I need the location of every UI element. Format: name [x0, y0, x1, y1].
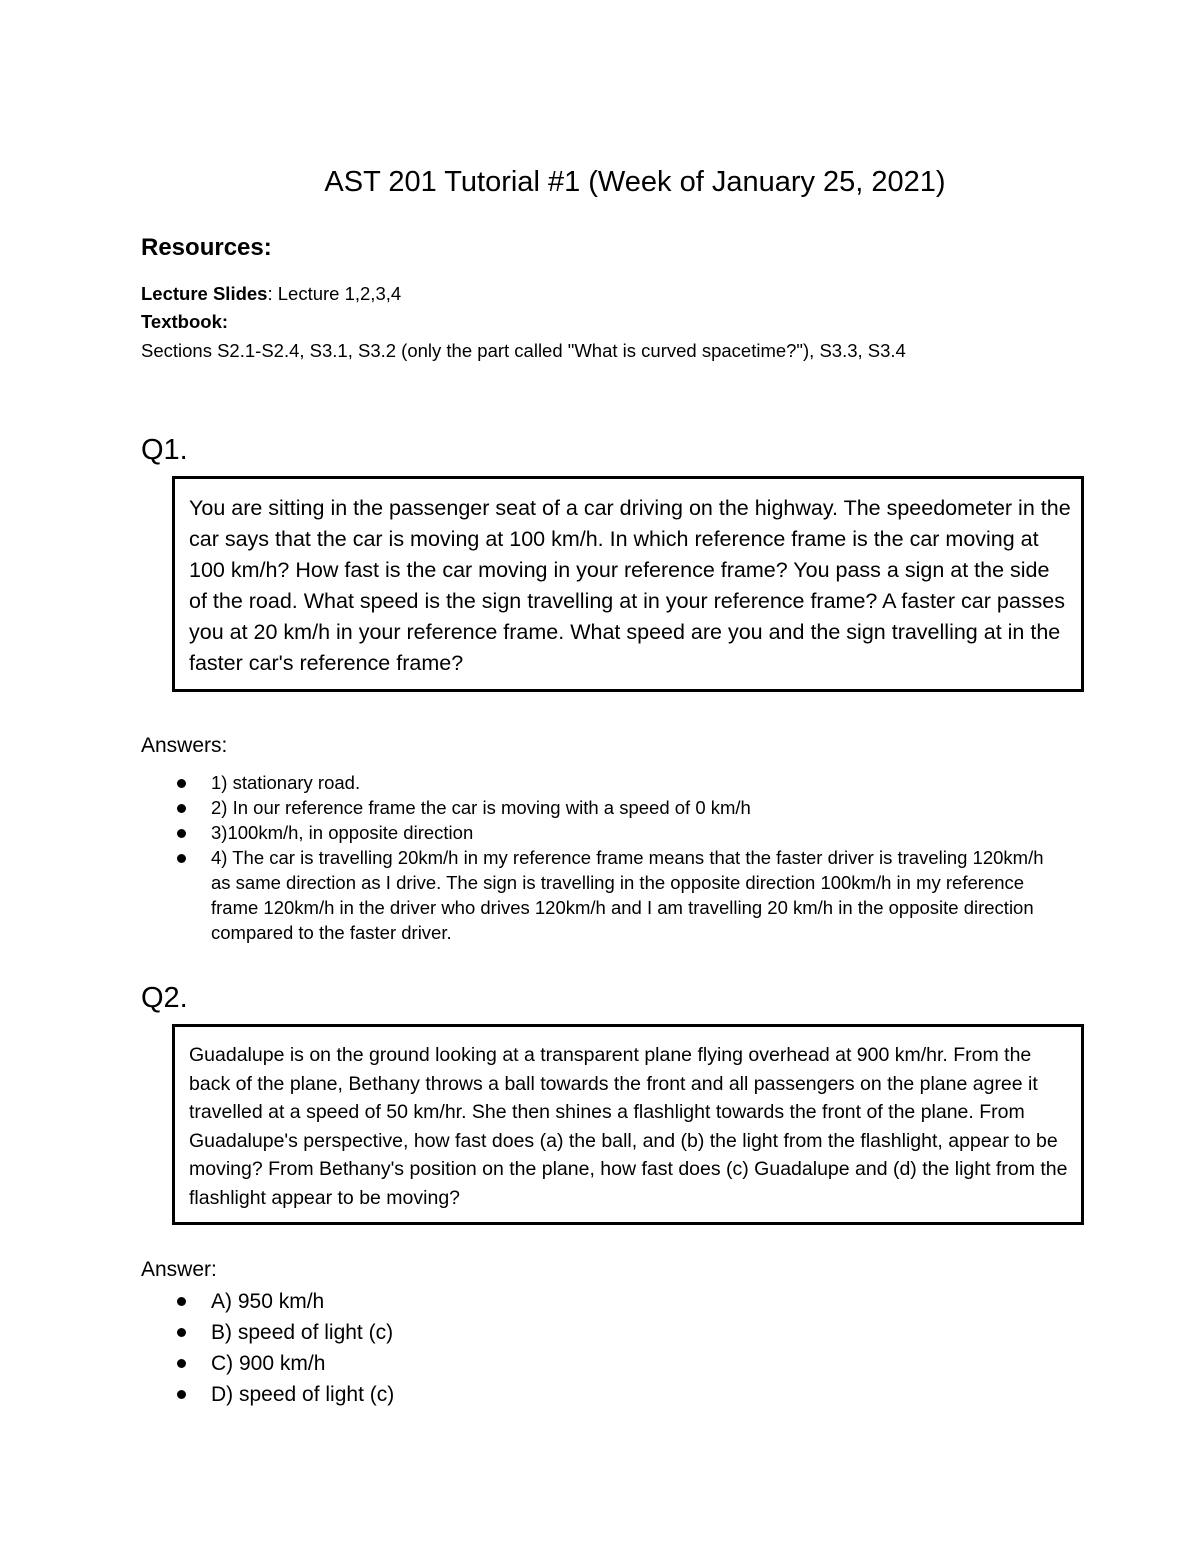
textbook-line [141, 310, 228, 334]
list-item [0, 795, 1061, 820]
answer-text: 2) In our reference frame the car is moving with a speed of 0 km/h [211, 797, 751, 818]
list-item [0, 845, 1061, 945]
list-item [0, 770, 1061, 795]
bullet-icon [177, 804, 186, 813]
bullet-icon [177, 829, 186, 838]
answer-text: D) speed of light (c) [211, 1383, 395, 1406]
q1-question-text: You are sitting in the passenger seat of a car driving on the highway. The speedometer in the car says that the car is moving at 100 km/h. In which reference frame is the car moving at 100 km/h? How fast is the car moving in your reference frame? You pass a sign at the side of the road. What speed is the sign travelling at in your reference frame? A faster car passes you at 20 km/h in your reference frame. What speed are you and the sign travelling at in the faster car's reference frame? [189, 496, 1071, 675]
q1-question-box [172, 476, 1084, 692]
q1-heading: Q1. [141, 434, 188, 466]
lecture-slides-value: : Lecture 1,2,3,4 [267, 283, 402, 304]
list-item [0, 1348, 611, 1379]
bullet-icon [177, 854, 186, 863]
answer-text: 3)100km/h, in opposite direction [211, 822, 474, 843]
textbook-sections: Sections S2.1-S2.4, S3.1, S3.2 (only the part called "What is curved spacetime?"), S3.3, S3.4 [141, 340, 906, 361]
answer-text: A) 950 km/h [211, 1290, 325, 1313]
list-item [0, 1286, 611, 1317]
q2-question-text: Guadalupe is on the ground looking at a transparent plane flying overhead at 900 km/hr. From the back of the plane, Bethany throws a ball towards the front and all passengers on the plane agree it travelled at a speed of 50 km/hr. She then shines a flashlight towards the front of the plane. From Guadalupe's perspective, how fast does (a) the ball, and (b) the light from the flashlight, appear to be moving? From Bethany's position on the plane, how fast does (c) Guadalupe and (d) the light from the flashlight appear to be moving? [189, 1044, 1068, 1209]
lecture-slides-line [141, 282, 401, 306]
answer-text: B) speed of light (c) [211, 1321, 394, 1344]
resources-heading: Resources: [141, 234, 272, 261]
q2-heading: Q2. [141, 982, 188, 1014]
bullet-icon [177, 1390, 186, 1399]
q2-question-box [172, 1024, 1084, 1225]
answer-text: 1) stationary road. [211, 772, 361, 793]
lecture-slides-label: Lecture Slides [141, 283, 268, 304]
q2-answers-list [0, 1286, 611, 1410]
q2-answers-label: Answer: [141, 1258, 217, 1281]
bullet-icon [177, 1297, 186, 1306]
bullet-icon [177, 779, 186, 788]
list-item [0, 1317, 611, 1348]
q1-answers-label: Answers: [141, 734, 228, 757]
document-title: AST 201 Tutorial #1 (Week of January 25, 2021) [324, 166, 946, 198]
answer-text: C) 900 km/h [211, 1352, 326, 1375]
answer-text: 4) The car is travelling 20km/h in my reference frame means that the faster driver is traveling 120km/h as same direction as I drive. The sign is travelling in the opposite direction 100km/h in my reference frame 120km/h in the driver who drives 120km/h and I am travelling 20 km/h in the opposite direction compared to the faster driver. [211, 847, 1044, 943]
list-item [0, 820, 1061, 845]
q1-answers-list [0, 770, 1061, 945]
bullet-icon [177, 1328, 186, 1337]
textbook-label: Textbook: [141, 311, 229, 332]
list-item [0, 1379, 611, 1410]
bullet-icon [177, 1359, 186, 1368]
